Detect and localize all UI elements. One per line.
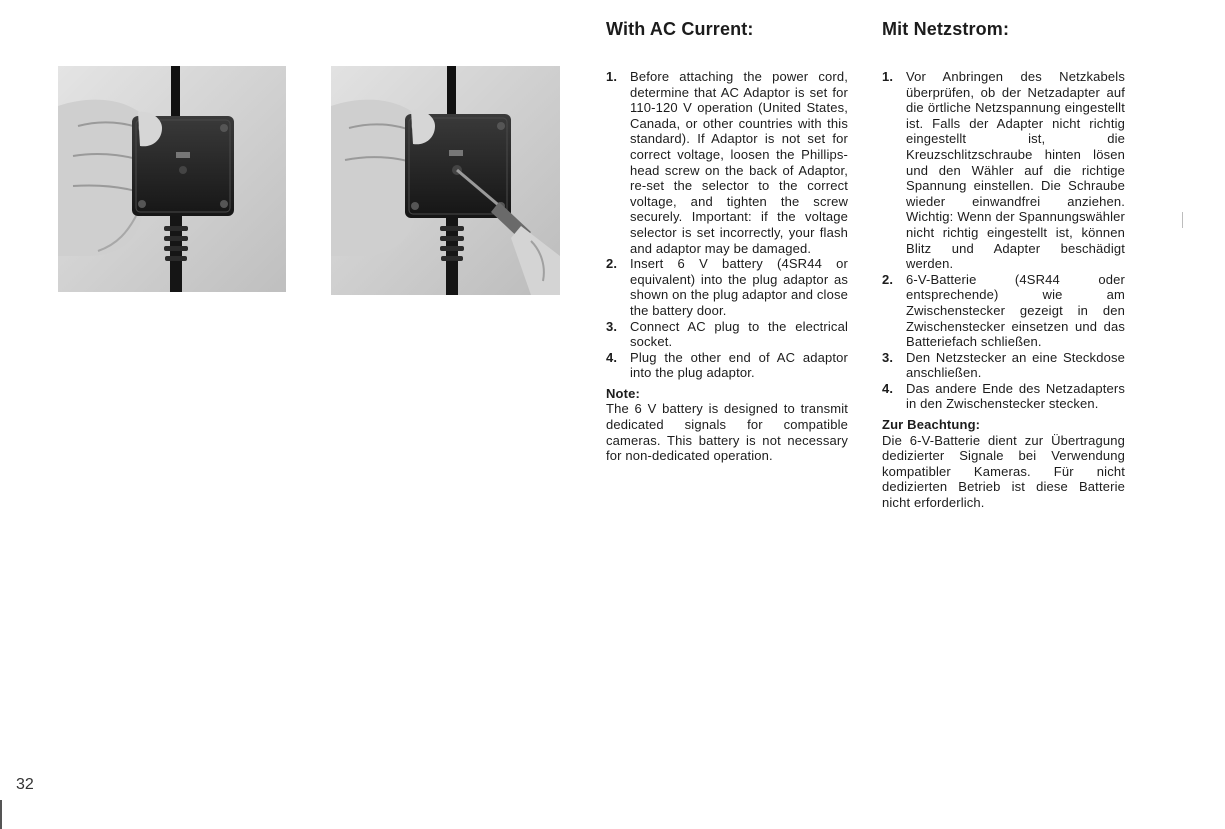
step-text: Das andere Ende des Netzadapters in den Zwischenstecker stecken. — [906, 380, 1125, 412]
step-text: Connect AC plug to the electrical socket. — [630, 318, 848, 350]
adaptor-photo-icon — [58, 66, 286, 292]
step-number: 1. — [606, 69, 618, 84]
step-number: 3. — [882, 349, 894, 365]
german-step — [882, 69, 1125, 272]
step-text: Vor Anbringen des Netzkabels überprüfen, ob der Netzadapter auf die örtliche Netzspannung eingestellt ist. Falls der Adapter nicht richtig eingestellt ist, die Kreuzschlitzschraube hinten lösen und den Wähler auf die richtige Spannung einstellen. Die Schraube wieder einwandfrei anziehen. Wichtig: Wenn der Spannungswähler nicht richtig eingestellt ist, können Blitz und Adapter beschädigt werden. — [906, 69, 1125, 272]
english-step — [606, 256, 848, 318]
step-number: 2. — [606, 256, 618, 272]
german-column — [882, 18, 1125, 511]
scan-edge-mark — [1182, 212, 1183, 228]
german-step — [882, 381, 1125, 412]
english-note-title: Note: — [606, 385, 640, 401]
step-number: 2. — [882, 271, 894, 287]
step-number: 1. — [882, 69, 894, 84]
english-steps-list — [606, 69, 848, 381]
german-step — [882, 272, 1125, 350]
german-steps-list — [882, 69, 1125, 412]
german-note-text: Die 6-V-Batterie dient zur Übertragung dedizierter Signale bei Verwendung kompatibler Kameras. Für nicht dedizierten Betrieb ist diese Batterie nicht erforderlich. — [882, 432, 1125, 511]
english-column — [606, 18, 848, 464]
step-number: 4. — [606, 349, 618, 365]
german-note-title: Zur Beachtung: — [882, 417, 981, 433]
step-text: Den Netzstecker an eine Steckdose anschließen. — [906, 349, 1125, 381]
photo-hand-holding-adaptor — [58, 66, 286, 292]
step-text: Plug the other end of AC adaptor into the plug adaptor. — [630, 349, 848, 381]
photo-screwdriver-adjusting-adaptor — [331, 66, 560, 295]
step-number: 4. — [882, 380, 894, 396]
english-heading: With AC Current: — [606, 19, 754, 39]
page-number: 32 — [16, 776, 34, 793]
step-text: 6-V-Batterie (4SR44 oder entsprechende) wie am Zwischenstecker gezeigt in den Zwischenstecker einsetzen und das Batteriefach schließen. — [906, 271, 1125, 350]
screwdriver-photo-icon — [331, 66, 560, 295]
german-heading: Mit Netzstrom: — [882, 19, 1010, 39]
german-step — [882, 350, 1125, 381]
english-step — [606, 319, 848, 350]
english-step — [606, 69, 848, 256]
english-note-text: The 6 V battery is designed to transmit dedicated signals for compatible cameras. This battery is not necessary for non-dedicated operation. — [606, 401, 848, 464]
step-number: 3. — [606, 318, 618, 334]
scan-edge-mark — [0, 800, 2, 829]
step-text: Insert 6 V battery (4SR44 or equivalent) into the plug adaptor as shown on the plug adaptor and close the battery door. — [630, 256, 848, 318]
english-step — [606, 350, 848, 381]
step-text: Before attaching the power cord, determine that AC Adaptor is set for 110-120 V operation (United States, Canada, or other countries with this standard). If Adaptor is not set for correct voltage, loosen the Phillips-head screw on the back of Adaptor, re-set the selector to the correct voltage, and tighten the screw securely. Important: if the voltage selector is set incorrectly, your flash and adaptor may be damaged. — [630, 69, 848, 256]
